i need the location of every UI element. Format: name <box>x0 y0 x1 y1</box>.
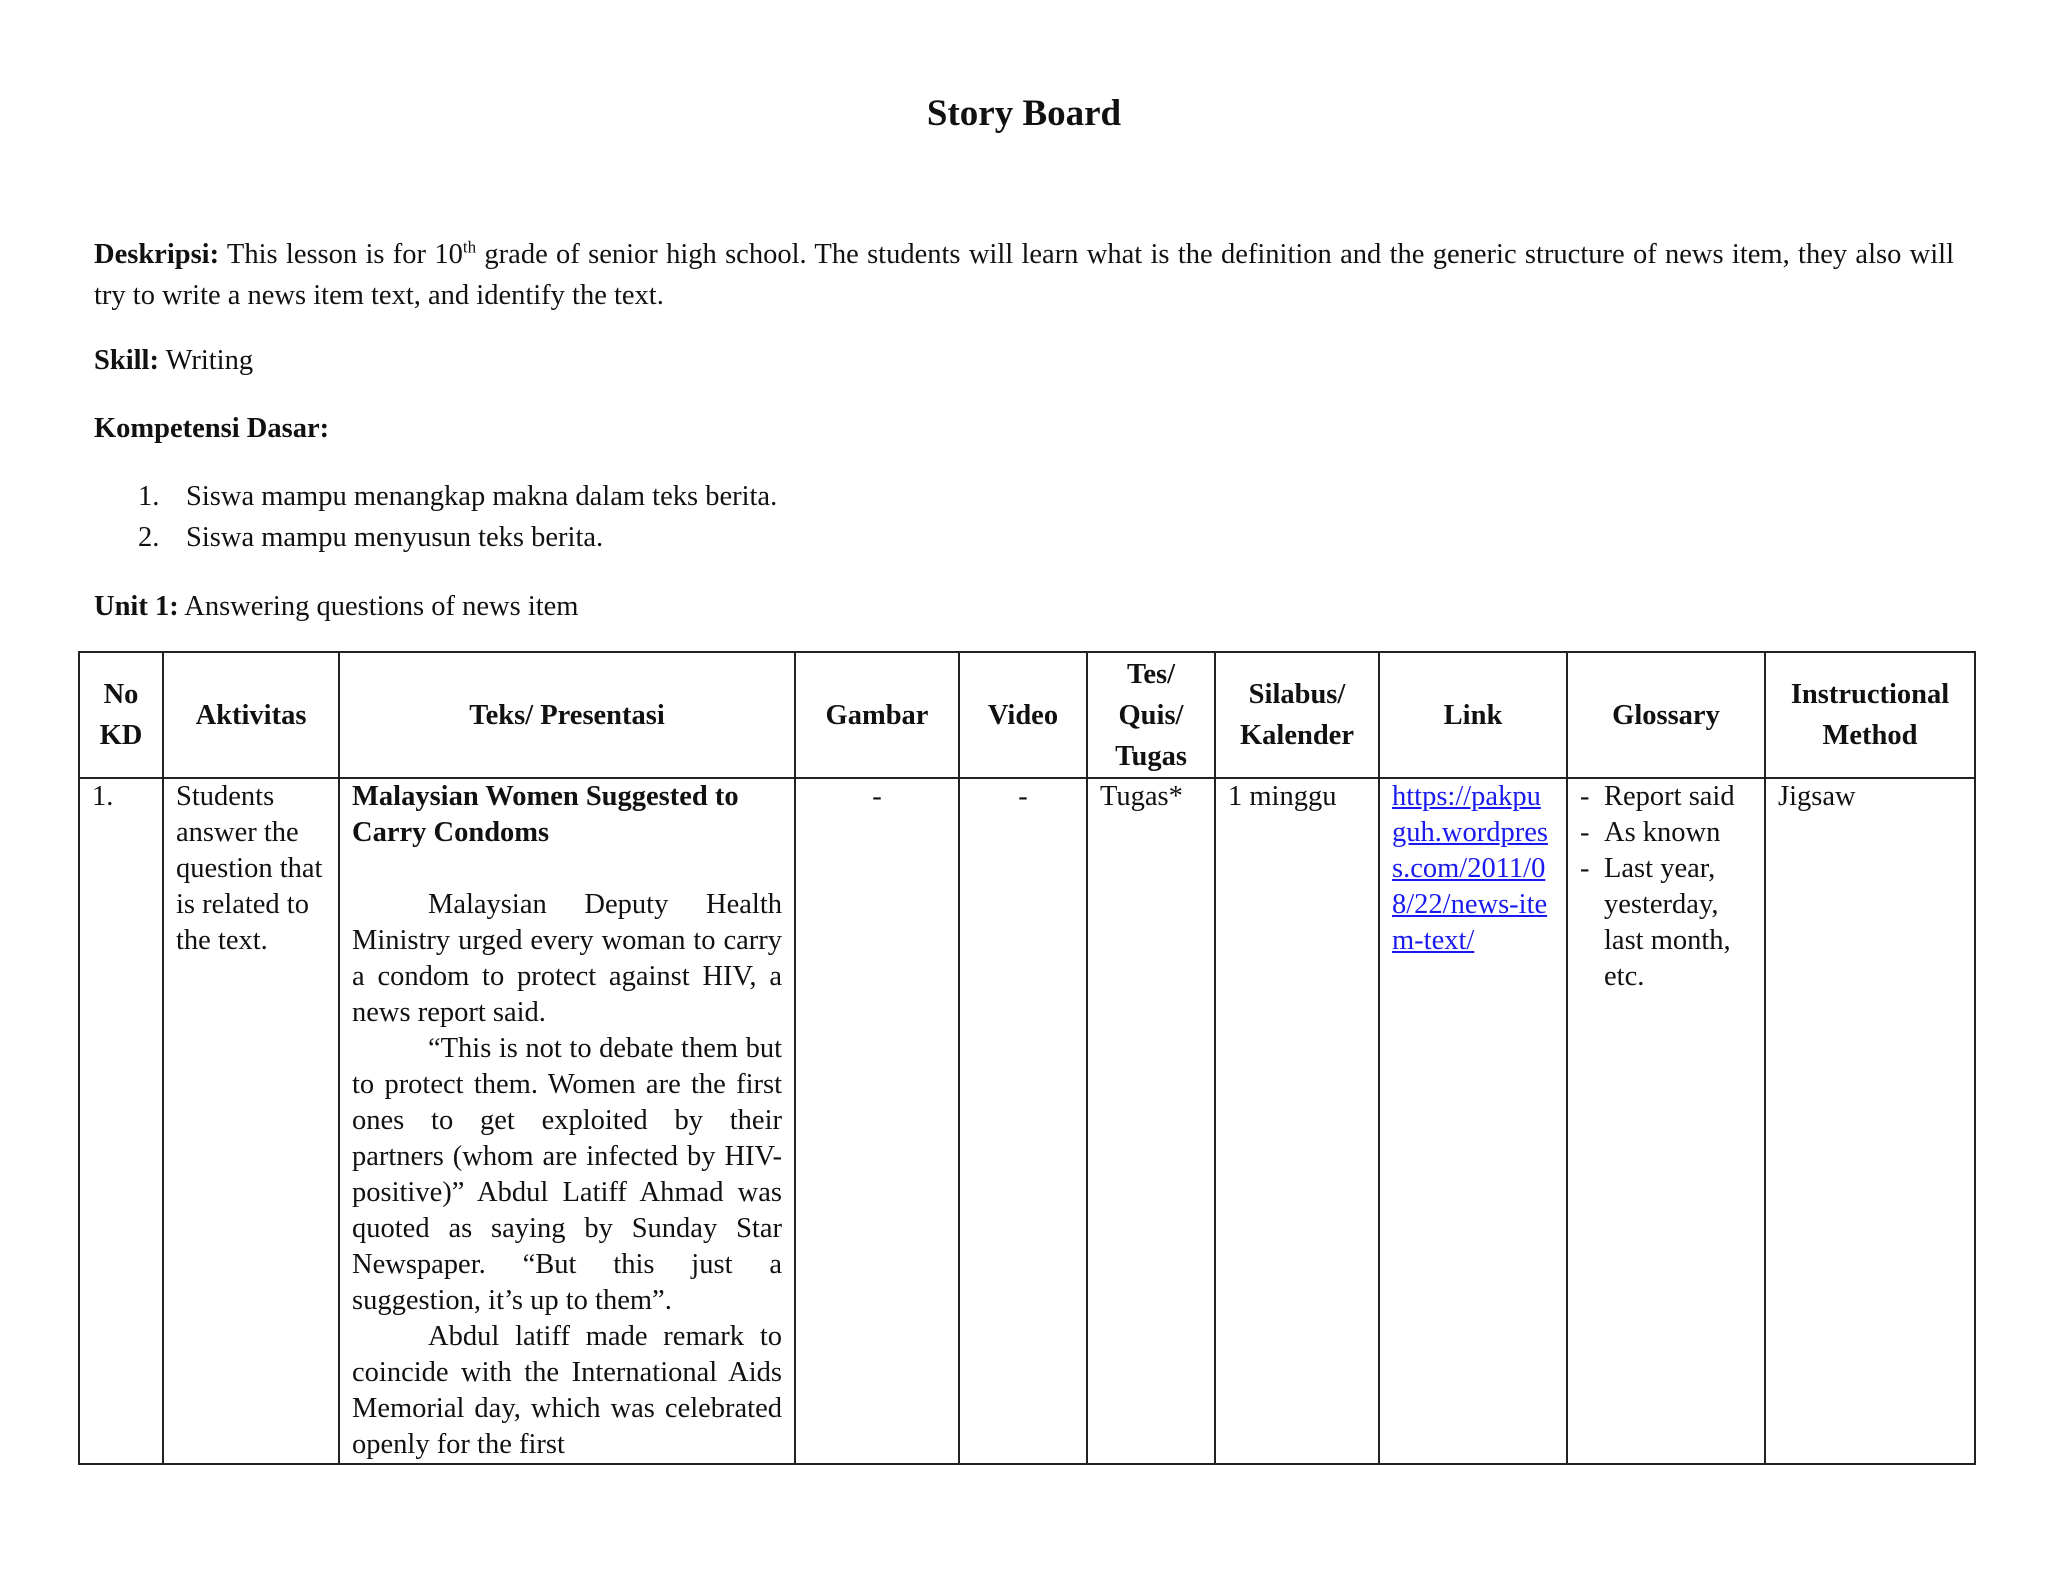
cell-gambar: - <box>795 778 959 1464</box>
skill-value: Writing <box>158 345 254 376</box>
cell-aktivitas: Students answer the question that is related to the text. <box>163 778 339 1464</box>
storyboard-table <box>78 651 1976 1465</box>
news-paragraph: “This is not to debate them but to protect them. Women are the first ones to get exploited by their partners (whom are infected by HIV-positive)” Abdul Latiff Ahmad was quoted as saying by Sunday Star Newspaper. “But this just a suggestion, it’s up to them”. <box>352 1033 782 1316</box>
cell-video: - <box>959 778 1087 1464</box>
cell-silabus-kalender: 1 minggu <box>1215 778 1379 1464</box>
resource-link[interactable]: https://pakpuguh.wordpress.com/2011/08/22/news-item-text/ <box>1392 781 1548 956</box>
header-instructional-method: Instructional Method <box>1765 652 1975 778</box>
cell-instructional-method: Jigsaw <box>1765 778 1975 1464</box>
cell-no-kd: 1. <box>79 778 163 1464</box>
description-paragraph <box>94 234 1954 316</box>
news-title: Malaysian Women Suggested to Carry Condoms <box>352 781 739 848</box>
list-item-text: Siswa mampu menangkap makna dalam teks berita. <box>186 481 778 512</box>
header-silabus-kalender: Silabus/ Kalender <box>1215 652 1379 778</box>
header-no-kd: No KD <box>79 652 163 778</box>
list-item <box>1580 779 1752 815</box>
glossary-dash: - <box>1580 817 1590 848</box>
list-item-number: 2. <box>138 522 160 553</box>
list-item <box>138 517 777 558</box>
header-video: Video <box>959 652 1087 778</box>
cell-glossary <box>1567 778 1765 1464</box>
kompetensi-heading <box>94 408 329 449</box>
list-item <box>138 476 777 517</box>
unit-line <box>94 586 578 627</box>
description-text-start: This lesson is for 10 <box>219 239 463 270</box>
list-item-number: 1. <box>138 481 160 512</box>
header-aktivitas: Aktivitas <box>163 652 339 778</box>
description-text-end: grade of senior high school. The students will learn what is the definition and the generic structure of news item, they also will try to write a news item text, and identify the text. <box>94 239 1954 311</box>
table-header-row <box>79 652 1975 778</box>
kompetensi-label: Kompetensi Dasar: <box>94 413 330 444</box>
header-glossary: Glossary <box>1567 652 1765 778</box>
glossary-list <box>1580 779 1752 995</box>
list-item-text: Siswa mampu menyusun teks berita. <box>186 522 604 553</box>
cell-teks-presentasi <box>339 778 795 1464</box>
glossary-dash: - <box>1580 781 1590 812</box>
table-row <box>79 778 1975 1464</box>
skill-label: Skill: <box>94 345 159 376</box>
header-link: Link <box>1379 652 1567 778</box>
kompetensi-list <box>138 476 777 558</box>
list-item <box>1580 851 1752 995</box>
cell-link <box>1379 778 1567 1464</box>
description-ordinal-suffix: th <box>462 237 477 257</box>
description-label: Deskripsi: <box>94 239 220 270</box>
glossary-term: Report said <box>1604 781 1735 812</box>
header-gambar: Gambar <box>795 652 959 778</box>
page-title: Story Board <box>926 93 1122 134</box>
news-paragraph: Abdul latiff made remark to coincide with the International Aids Memorial day, which was celebrated openly for the first <box>352 1321 782 1460</box>
glossary-term: As known <box>1604 817 1721 848</box>
unit-value: Answering questions of news item <box>178 591 579 622</box>
news-paragraph: Malaysian Deputy Health Ministry urged every woman to carry a condom to protect against HIV, a news report said. <box>352 889 782 1028</box>
skill-line <box>94 340 253 381</box>
header-tes-quis-tugas: Tes/ Quis/ Tugas <box>1087 652 1215 778</box>
header-teks-presentasi: Teks/ Presentasi <box>339 652 795 778</box>
cell-tes-quis-tugas: Tugas* <box>1087 778 1215 1464</box>
glossary-term: Last year, yesterday, last month, etc. <box>1604 853 1731 992</box>
list-item <box>1580 815 1752 851</box>
unit-label: Unit 1: <box>94 591 179 622</box>
glossary-dash: - <box>1580 853 1590 884</box>
